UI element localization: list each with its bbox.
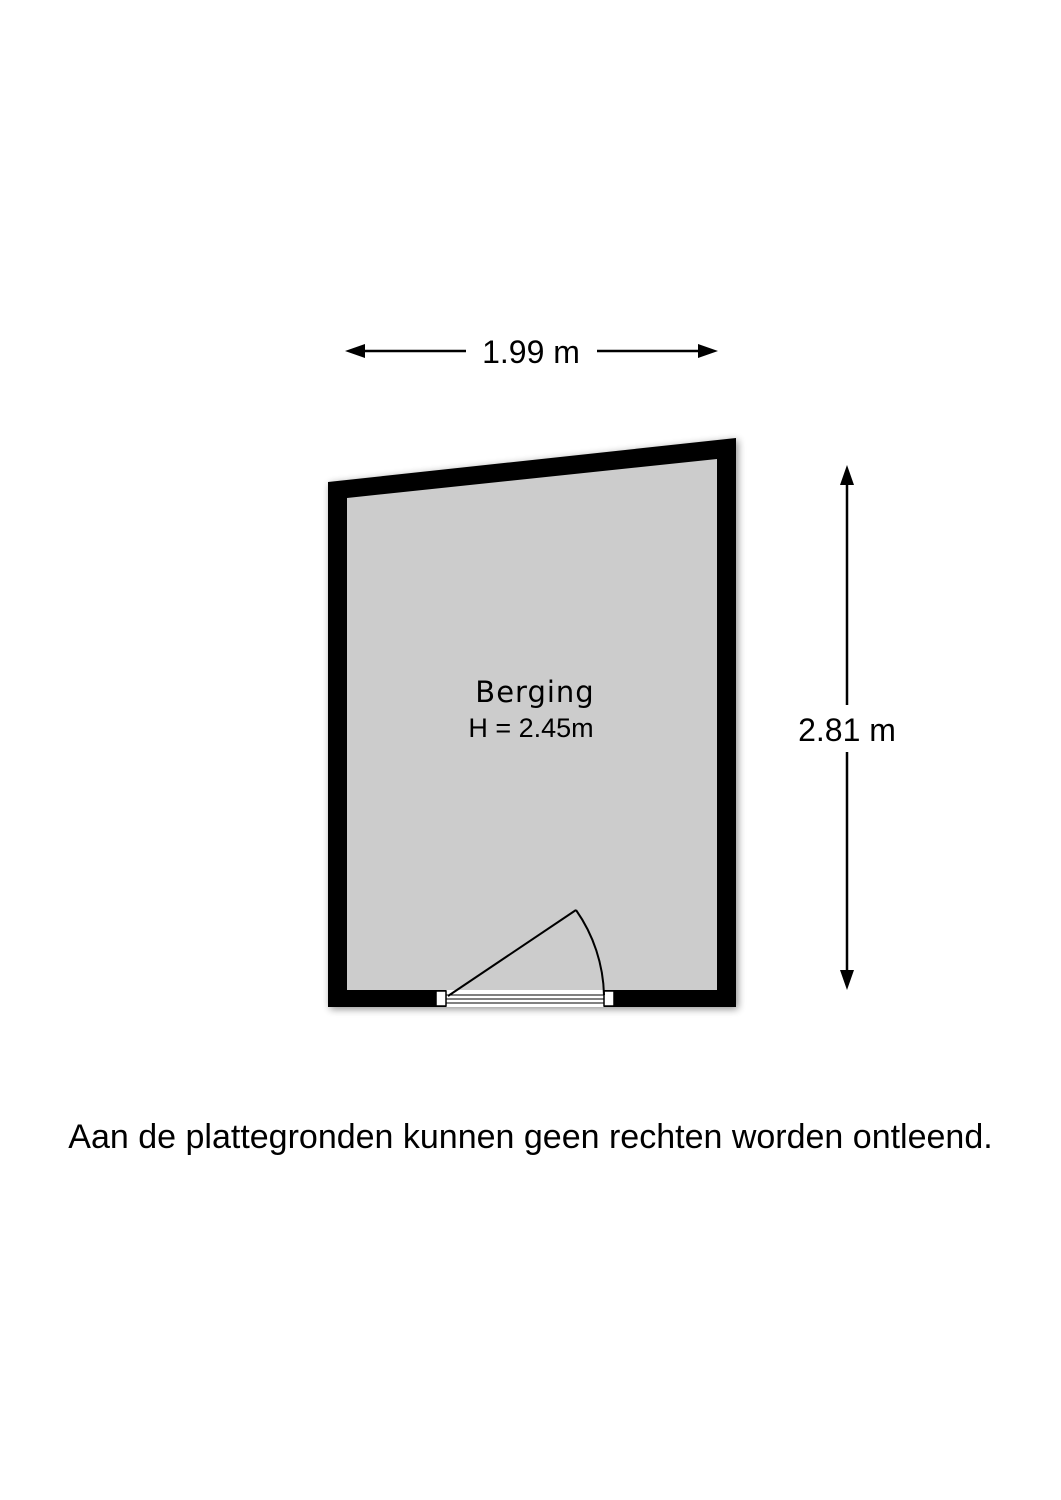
width-dimension	[345, 334, 718, 370]
room-name: Berging	[475, 675, 595, 709]
arrow-down-icon	[840, 970, 854, 990]
door-jamb-right	[604, 991, 614, 1006]
room-height: H = 2.45m	[468, 713, 594, 743]
door-jamb-left	[436, 991, 446, 1006]
width-dimension-label: 1.99 m	[482, 334, 580, 370]
disclaimer-text: Aan de plattegronden kunnen geen rechten worden ontleend.	[68, 1118, 993, 1156]
room-berging	[328, 438, 736, 1007]
arrow-up-icon	[840, 465, 854, 485]
arrow-left-icon	[345, 344, 365, 358]
depth-dimension-label: 2.81 m	[798, 712, 896, 748]
arrow-right-icon	[698, 344, 718, 358]
depth-dimension	[798, 465, 896, 990]
